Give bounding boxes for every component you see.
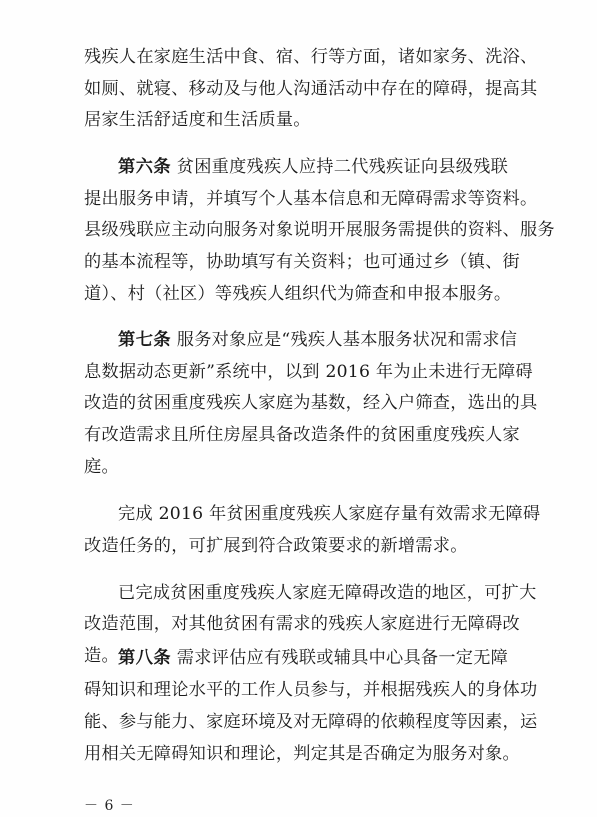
text-line: 道）、村（社区）等残疾人组织代为筛查和申报本服务。 [84,284,512,304]
text-line: 有改造需求且所住房屋具备改造条件的贫困重度残疾人家 [84,425,520,445]
text-line: 庭。 [84,457,119,477]
article-label: 第六条 [118,157,172,177]
text-line: 如厕、就寝、移动及与他人沟通活动中存在的障碍，提高其 [84,79,538,99]
paragraph-first-line [118,325,517,350]
text-line: 县级残联应主动向服务对象说明开展服务需提供的资料、服务 [84,220,555,240]
page-number: － 6 － [84,798,135,814]
text-line: 改造任务的，可扩展到符合政策要求的新增需求。 [84,536,468,556]
text-line: 居家生活舒适度和生活质量。 [84,110,311,130]
text-line: 能、参与能力、家庭环境及对无障碍的依赖程度等因素，运 [84,712,538,732]
paragraph-first-line [118,499,540,524]
article-text: 需求评估应有残联或辅具中心具备一定无障 [171,648,509,668]
text-line: 造。 [84,646,119,666]
article-text: 已完成贫困重度残疾人家庭无障碍改造的地区，可扩大 [118,583,537,603]
article-label: 第七条 [118,330,172,350]
text-line: 碍知识和理论水平的工作人员参与，并根据残疾人的身体功 [84,680,538,700]
article-text: 贫困重度残疾人应持二代残疾证向县级残联 [171,157,509,177]
article-text: 服务对象应是“残疾人基本服务状况和需求信 [171,330,518,350]
text-line: 息数据动态更新”系统中，以到 2016 年为止未进行无障碍 [84,362,533,382]
paragraph-first-line [118,578,537,603]
text-line: 残疾人在家庭生活中食、宿、行等方面，诸如家务、洗浴、 [84,47,538,67]
text-line: 的基本流程等，协助填写有关资料；也可通过乡（镇、街 [84,252,520,272]
text-line: 改造的贫困重度残疾人家庭为基数，经入户筛查，选出的具 [84,393,538,413]
text-line: 用相关无障碍知识和理论，判定其是否确定为服务对象。 [84,744,520,764]
text-line: 改造范围，对其他贫困有需求的残疾人家庭进行无障碍改 [84,614,520,634]
article-label: 第八条 [118,648,172,668]
paragraph-first-line [118,152,508,177]
article-text: 完成 2016 年贫困重度残疾人家庭存量有效需求无障碍 [118,504,541,524]
text-line: 提出服务申请，并填写个人基本信息和无障碍需求等资料。 [84,189,538,209]
paragraph-first-line [118,643,508,668]
